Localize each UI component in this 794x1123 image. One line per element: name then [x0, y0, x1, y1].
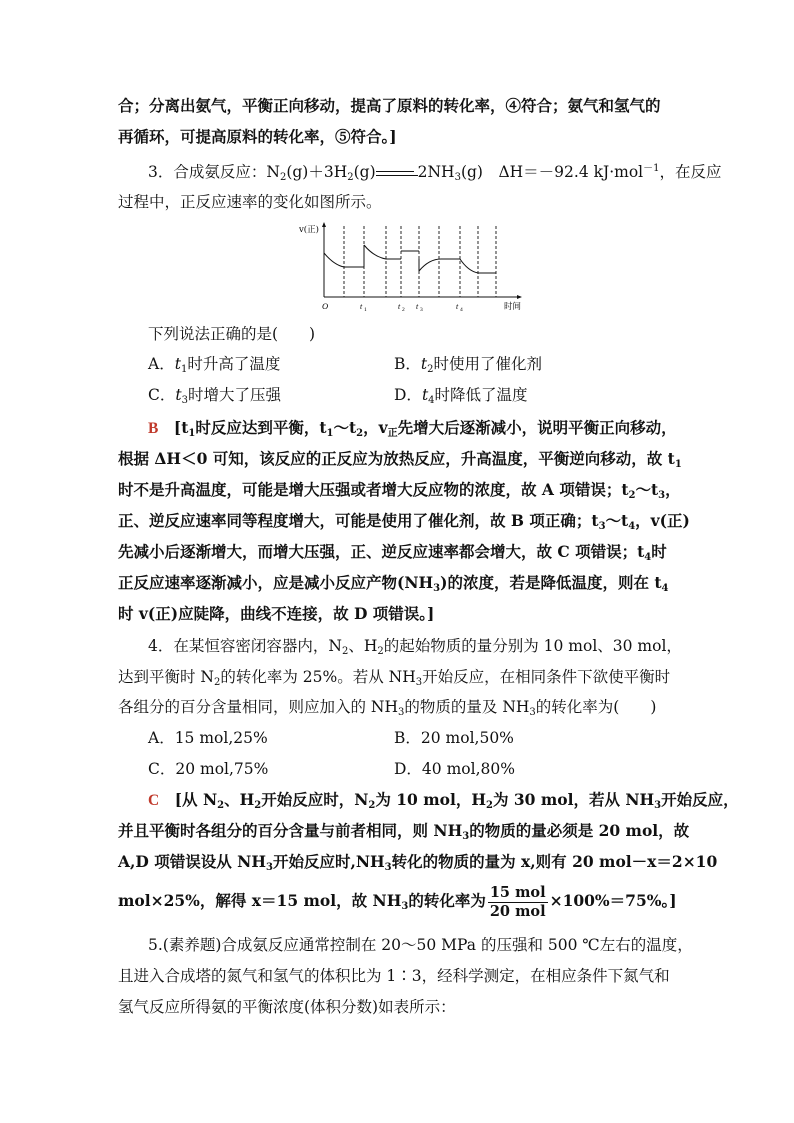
- answer-4-line-1: C [从 $N_2$、$H_2$开始反应时，$N_2$为 10 mol，$H_2$为 30 mol，若从 $NH_3$开始反应，: [148, 790, 739, 811]
- option-b: B．$t_2$时使用了催化剂: [394, 355, 543, 375]
- question-5-line-2: 且进入合成塔的氮气和氢气的体积比为 1∶3，经科学测定，在相应条件下氮气和: [118, 967, 670, 985]
- tick-label: t: [398, 302, 401, 311]
- question-3-prompt: 下列说法正确的是( ): [148, 325, 316, 343]
- question-5-line-1: 5.(素养题)合成氨反应通常控制在 20～50 MPa 的压强和 500 ℃左右的温度，: [148, 936, 693, 954]
- question-5-line-3: 氢气反应所得氨的平衡浓度(体积分数)如表所示：: [118, 998, 456, 1016]
- option-a: A．$t_1$时升高了温度: [148, 355, 281, 375]
- answer-3-line-1: B [$t_1$时反应达到平衡，$t_1\sim t_2$，$v_正$先增大后逐渐减小，说明平衡正向移动，: [148, 418, 677, 439]
- chart-ylabel: v(正): [299, 225, 319, 235]
- tick-sub: 4: [460, 307, 463, 313]
- question-3-line-2: 过程中，正反应速率的变化如图所示。: [118, 193, 382, 211]
- question-3-line-1: 3．合成氨反应：$N_2(g)+3H_2(g)$ $2NH_3(g)$ ΔH＝－92.4 kJ·mol$^{-1}$，在反应: [148, 163, 722, 183]
- equilibrium-arrow-icon: [376, 168, 418, 178]
- answer-3-line-5: 先减小后逐渐增大，而增大压强，正、逆反应速率都会增大，故 C 项错误；$t_4$时: [118, 542, 667, 563]
- answer-3-line-6: 正反应速率逐渐减小，应是减小反应产物$(NH_3)$的浓度，若是降低温度，则在 $t_4$: [118, 573, 669, 594]
- q4-option-b: B．20 mol,50%: [394, 729, 514, 747]
- option-c: C．$t_3$时增大了压强: [148, 386, 281, 406]
- answer-3-line-3: 时不是升高温度，可能是增大压强或者增大反应物的浓度，故 A 项错误；$t_2\sim t_3$，: [118, 480, 681, 501]
- rate-curve-4: [419, 259, 460, 271]
- rate-curve-2: [364, 245, 401, 259]
- q4-option-a: A．15 mol,25%: [148, 729, 268, 747]
- q4-option-c: C．20 mol,75%: [148, 760, 269, 778]
- rate-curve-1: [324, 253, 364, 267]
- answer-4-line-3: A,D 项错误设从 $NH_3$开始反应时$,NH_3$转化的物质的量为 x,则有 20 mol－x＝2×10: [118, 852, 718, 873]
- rate-time-chart: [296, 221, 536, 313]
- answer-letter: C: [148, 792, 160, 809]
- tick-label: t: [416, 302, 419, 311]
- answer-4-line-2: 并且平衡时各组分的百分含量与前者相同，则 $NH_3$的物质的量必须是 20 mol，故: [118, 821, 690, 842]
- answer-3-line-2: 根据 ΔH＜0 可知，该反应的正反应为放热反应，升高温度，平衡逆向移动，故 $t_1$: [118, 449, 682, 470]
- question-4-line-3: 各组分的百分含量相同，则应加入的 $NH_3$的物质的量及 $NH_3$的转化率为( ): [118, 698, 657, 718]
- tick-sub: 1: [364, 307, 367, 313]
- tick-label: t: [360, 302, 363, 311]
- question-4-line-1: 4．在某恒容密闭容器内，$N_2$、$H_2$的起始物质的量分别为 10 mol、30 mol，: [148, 637, 682, 657]
- question-4-line-2: 达到平衡时 $N_2$的转化率为 25%。若从 $NH_3$开始反应，在相同条件下欲使平衡时: [118, 668, 671, 688]
- fraction: $\frac{\text{15 mol}}{\text{20 mol}}$: [489, 883, 546, 920]
- answer-letter: B: [148, 420, 159, 437]
- option-d: D．$t_4$时降低了温度: [394, 386, 528, 406]
- tick-label: t: [456, 302, 459, 311]
- text-line: 合；分离出氨气，平衡正向移动，提高了原料的转化率，④符合；氨气和氢气的: [118, 96, 661, 115]
- tick-sub: 3: [420, 307, 423, 313]
- q4-option-d: D．40 mol,80%: [394, 760, 515, 778]
- tick-sub: 2: [402, 307, 405, 313]
- answer-3-line-4: 正、逆反应速率同等程度增大，可能是使用了催化剂，故 B 项正确；$t_3\sim t_4$，v(正): [118, 511, 690, 532]
- chart-origin: O: [322, 301, 329, 311]
- text-line: 再循环，可提高原料的转化率，⑤符合。]: [118, 127, 397, 146]
- chart-xlabel: 时间: [504, 302, 522, 312]
- answer-4-line-4: mol×25%，解得 x＝15 mol，故 $NH_3$的转化率为 $\frac{\text{15 mol}}{\text{20 mol}}$ ×100%＝75%。]: [118, 883, 677, 920]
- answer-3-line-7: 时 v(正)应陡降，曲线不连接，故 D 项错误。]: [118, 604, 435, 623]
